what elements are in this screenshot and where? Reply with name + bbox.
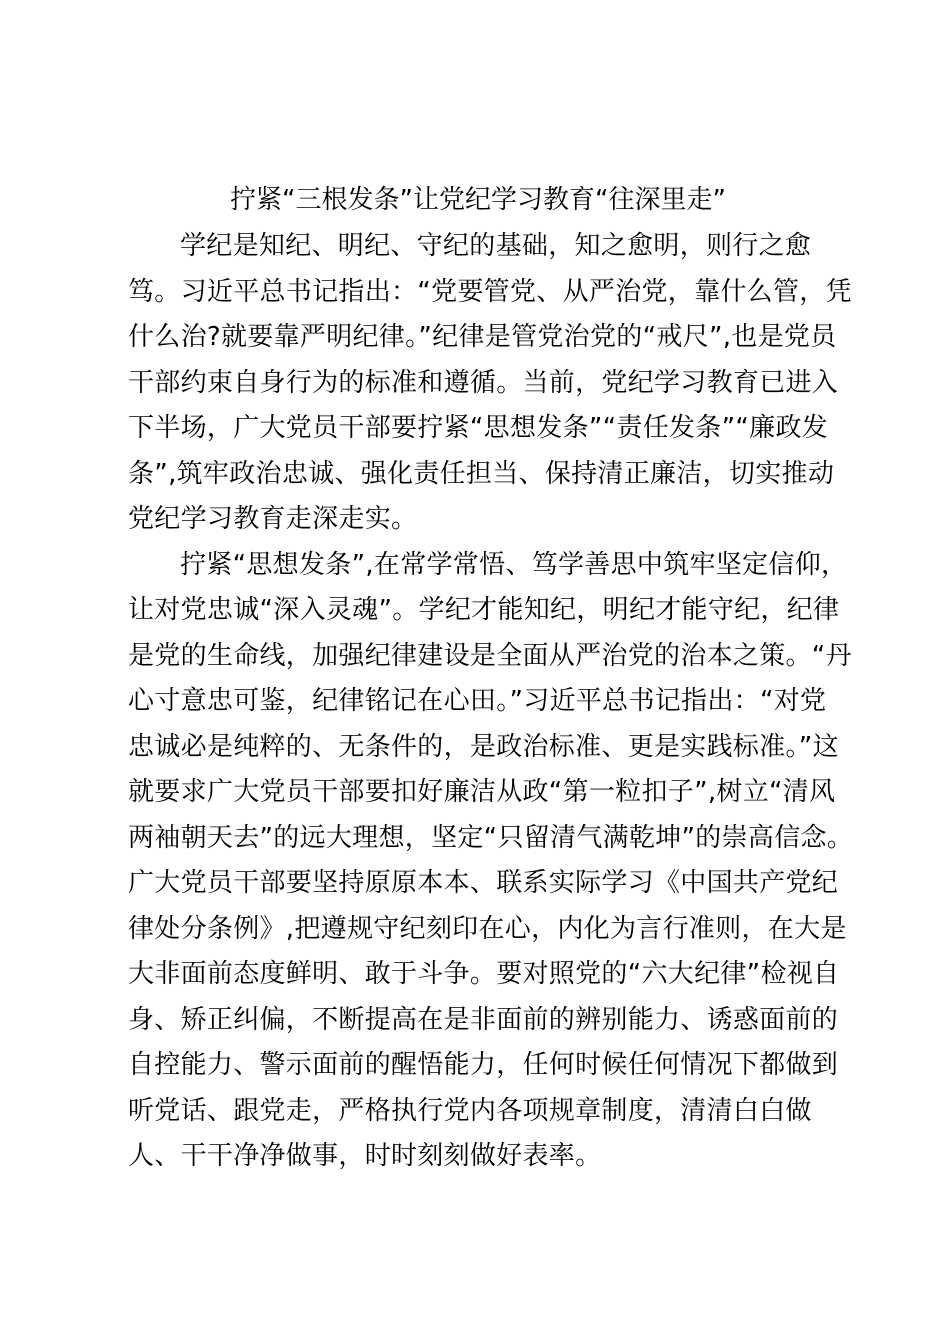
paragraph-1 bbox=[128, 224, 852, 543]
text-line: 两袖朝天去”的远大理想，坚定“只留清气满乾坤”的崇高信念。 bbox=[128, 822, 854, 853]
text-line: 大非面前态度鲜明、敢于斗争。要对照党的“六大纪律”检视自 bbox=[128, 959, 840, 989]
document-body bbox=[128, 224, 854, 1180]
text-line: 听党话、跟党走，严格执行党内各项规章制度，清清白白做 bbox=[128, 1095, 812, 1126]
text-line: 忠诚必是纯粹的、无条件的，是政治标准、更是实践标准。”这 bbox=[128, 731, 839, 762]
paragraph-2 bbox=[128, 543, 854, 1180]
text-line: 是党的生命线，加强纪律建设是全面从严治党的治本之策。“丹 bbox=[128, 640, 852, 671]
text-line: 自控能力、警示面前的醒悟能力，任何时候任何情况下都做到 bbox=[128, 1050, 839, 1080]
text-line: 什么治?就要靠严明纪律。”纪律是管党治党的“戒尺”,也是党员 bbox=[128, 322, 837, 352]
text-line: 让对党忠诚“深入灵魂”。学纪才能知纪，明纪才能守纪，纪律 bbox=[128, 595, 840, 625]
text-line: 律处分条例》,把遵规守纪刻印在心，内化为言行准则，在大是 bbox=[128, 913, 847, 944]
text-line: 人、干干净净做事，时时刻刻做好表率。 bbox=[128, 1141, 602, 1171]
text-line: 笃。习近平总书记指出：“党要管党、从严治党，靠什么管，凭 bbox=[128, 276, 852, 307]
text-line: 下半场，广大党员干部要拧紧“思想发条”“责任发条”“廉政发 bbox=[128, 413, 829, 443]
text-line: 党纪学习教育走深走实。 bbox=[128, 504, 418, 534]
document-title: 拧紧“三根发条”让党纪学习教育“往深里走” bbox=[230, 185, 726, 215]
text-line: 心寸意忠可鉴，纪律铭记在心田。”习近平总书记指出：“对党 bbox=[128, 686, 827, 716]
text-line: 广大党员干部要坚持原原本本、联系实际学习《中国共产党纪 bbox=[128, 868, 839, 898]
text-line: 学纪是知纪、明纪、守纪的基础，知之愈明，则行之愈 bbox=[180, 231, 812, 261]
text-line: 条”,筑牢政治忠诚、强化责任担当、保持清正廉洁，切实推动 bbox=[128, 458, 835, 489]
text-line: 身、矫正纠偏，不断提高在是非面前的辨别能力、诱惑面前的 bbox=[128, 1004, 839, 1035]
text-line: 拧紧“思想发条”,在常学常悟、笃学善思中筑牢坚定信仰， bbox=[180, 549, 848, 580]
text-line: 就要求广大党员干部要扣好廉洁从政“第一粒扣子”,树立“清风 bbox=[128, 777, 836, 807]
text-line: 干部约束自身行为的标准和遵循。当前，党纪学习教育已进入 bbox=[128, 367, 839, 398]
